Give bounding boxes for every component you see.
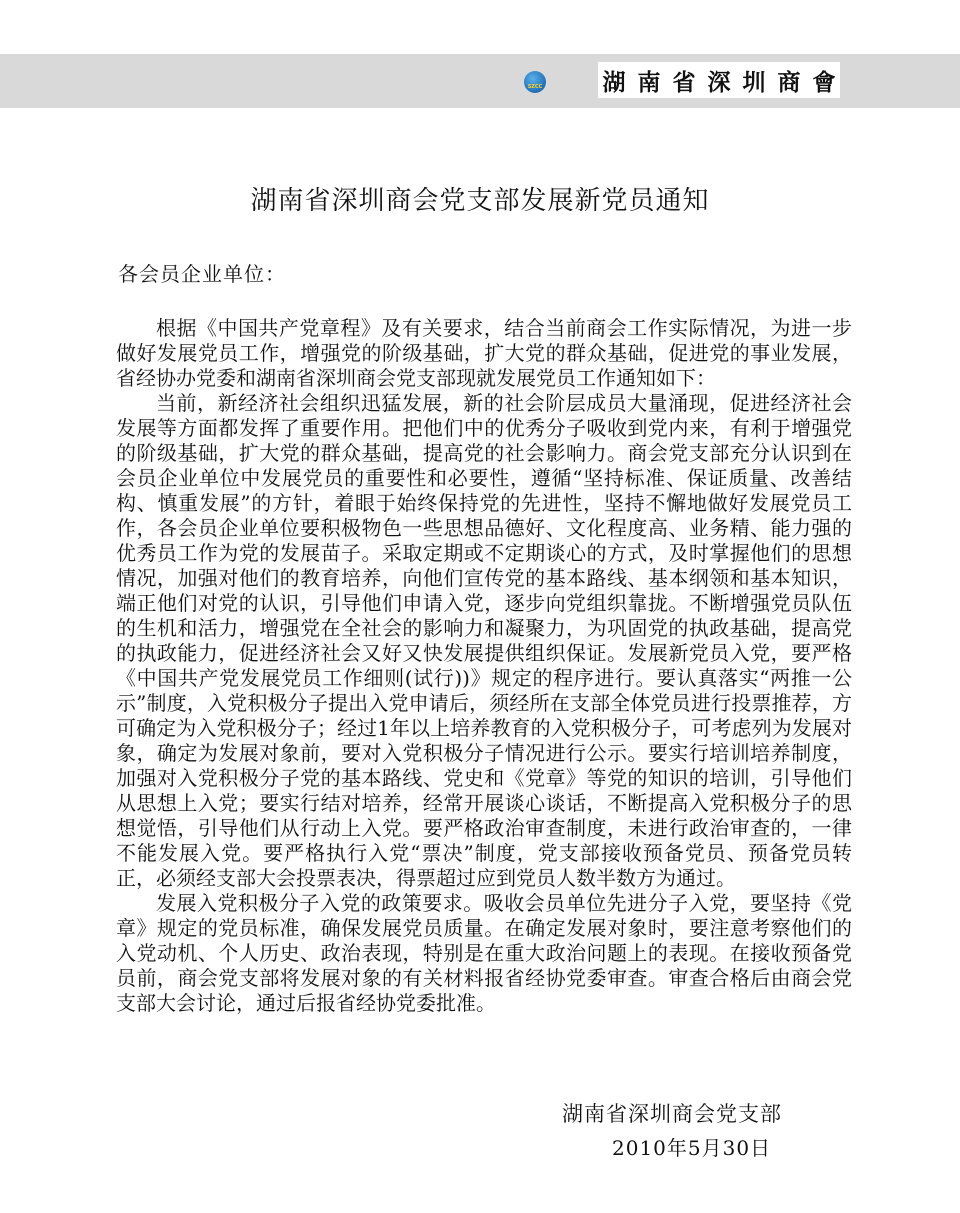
salutation: 各会员企业单位： — [118, 262, 286, 286]
signature-organization: 湖南省深圳商会党支部 — [562, 1102, 782, 1126]
paragraph-main: 当前，新经济社会组织迅猛发展，新的社会阶层成员大量涌现，促进经济社会发展等方面都发挥了重要作用。把他们中的优秀分子吸收到党内来，有利于增强党的阶级基础，扩大党的群众基础，提高党的社会影响力。商会党支部充分认识到在会员企业单位中发展党员的重要性和必要性，遵循“坚持标准、保证质量、改善结构、慎重发展”的方针，着眼于始终保持党的先进性，坚持不懈地做好发展党员工作，各会员企业单位要积极物色一些思想品德好、文化程度高、业务精、能力强的优秀员工作为党的发展苗子。采取定期或不定期谈心的方式，及时掌握他们的思想情况，加强对他们的教育培养，向他们宣传党的基本路线、基本纲领和基本知识，端正他们对党的认识，引导他们申请入党，逐步向党组织靠拢。不断增强党员队伍的生机和活力，增强党在全社会的影响力和凝聚力，为巩固党的执政基础，提高党的执政能力，促进经济社会又好又快发展提供组织保证。发展新党员入党，要严格《中国共产党发展党员工作细则(试行))》规定的程序进行。要认真落实“两推一公示”制度，入党积极分子提出入党申请后，须经所在支部全体党员进行投票推荐，方可确定为入党积极分子；经过1年以上培养教育的入党积极分子，可考虑列为发展对象，确定为发展对象前，要对入党积极分子情况进行公示。要实行培训培养制度，加强对入党积极分子党的基本路线、党史和《党章》等党的知识的培训，引导他们从思想上入党；要实行结对培养，经常开展谈心谈话，不断提高入党积极分子的思想觉悟，引导他们从行动上入党。要严格政治审查制度，未进行政治审查的，一律不能发展入党。要严格执行入党“票决”制度，党支部接收预备党员、预备党员转正，必须经支部大会投票表决，得票超过应到党员人数半数方为通过。 — [116, 391, 852, 890]
paragraph-intro: 根据《中国共产党章程》及有关要求，结合当前商会工作实际情况，为进一步做好发展党员工作，增强党的阶级基础，扩大党的群众基础，促进党的事业发展，省经协办党委和湖南省深圳商会党支部现就发展党员工作通知如下： — [116, 316, 852, 390]
document-title: 湖南省深圳商会党支部发展新党员通知 — [250, 186, 710, 216]
document-body — [116, 316, 852, 1016]
chamber-logo-icon — [524, 71, 546, 93]
logo-text: SZCC — [527, 83, 543, 90]
signature-date: 2010年5月30日 — [612, 1136, 772, 1160]
paragraph-policy: 发展入党积极分子入党的政策要求。吸收会员单位先进分子入党，要坚持《党章》规定的党员标准，确保发展党员质量。在确定发展对象时，要注意考察他们的入党动机、个人历史、政治表现，特别是在重大政治问题上的表现。在接收预备党员前，商会党支部将发展对象的有关材料报省经协党委审查。审查合格后由商会党支部大会讨论，通过后报省经协党委批准。 — [116, 891, 852, 1015]
brand-box — [598, 62, 848, 98]
brand-name: 湖南省深圳商會 — [602, 68, 848, 96]
